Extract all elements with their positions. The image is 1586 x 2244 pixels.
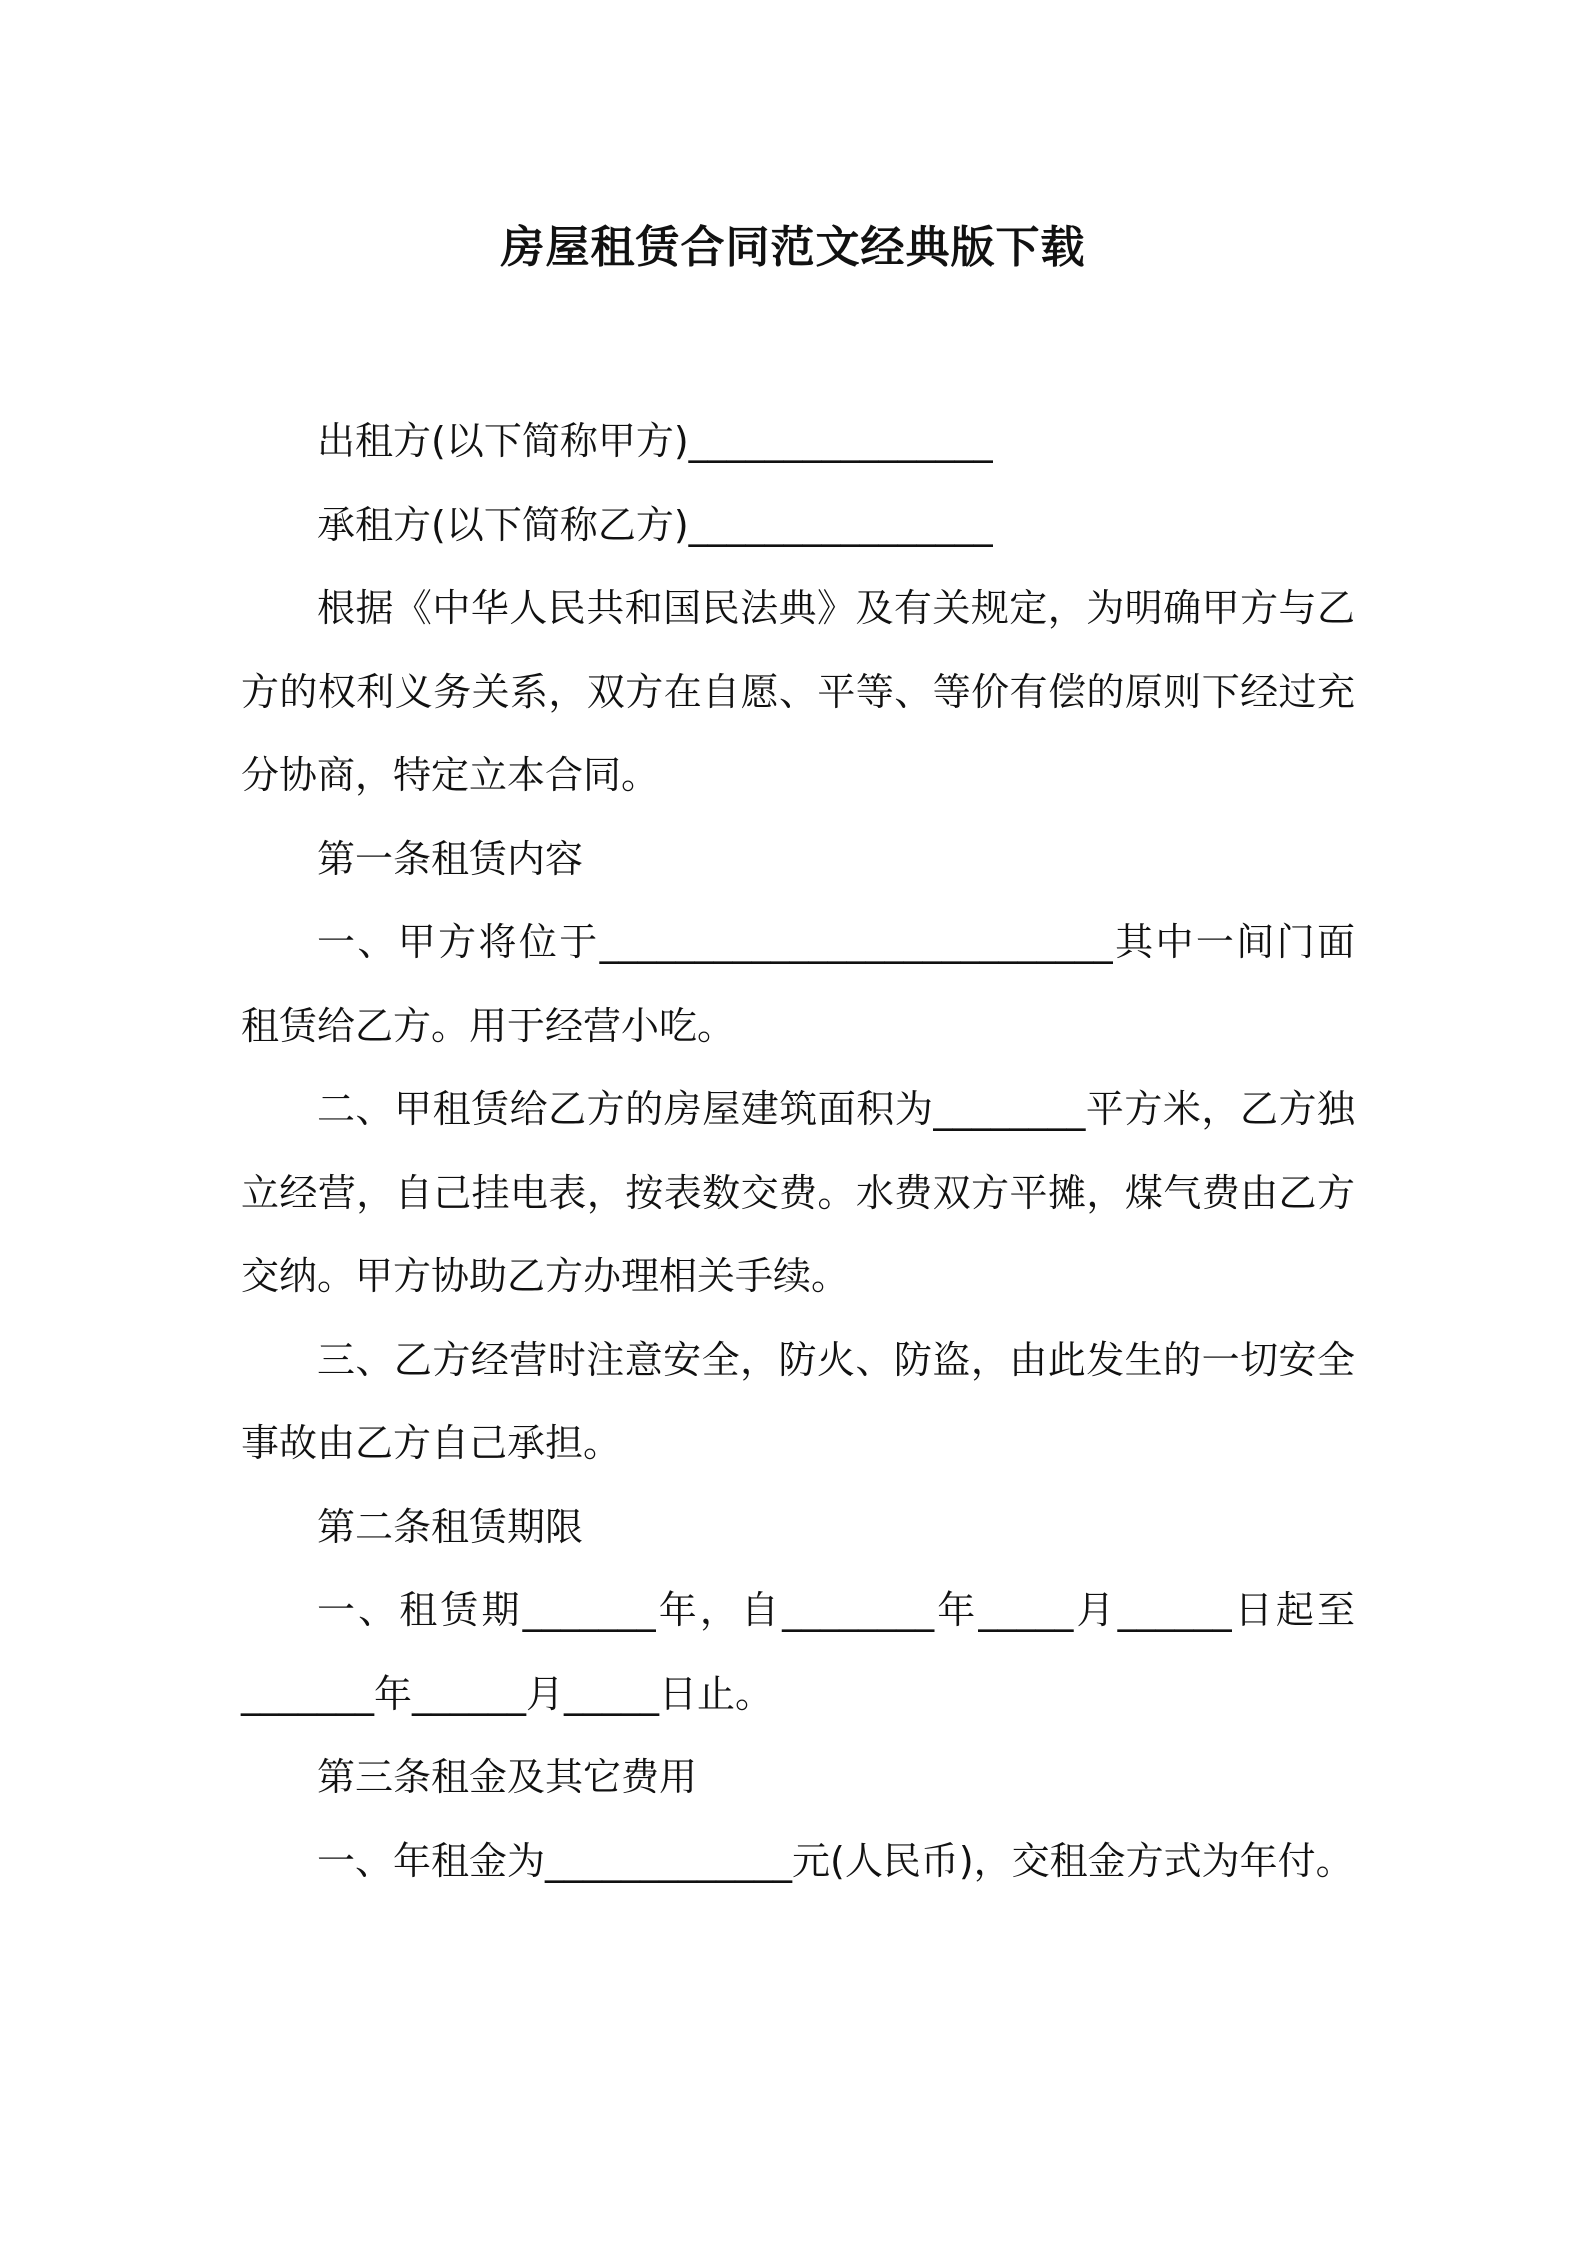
document-body xyxy=(241,400,1355,1903)
article-2-clause-1: 一、租赁期_______年，自________年_____月______日起至_______年______月_____日止。 xyxy=(241,1588,1355,1716)
lessor-line: 出租方(以下简称甲方)________________ xyxy=(317,419,993,463)
lessee-line: 承租方(以下简称乙方)________________ xyxy=(317,502,993,547)
article-3-clause-1: 一、年租金为_____________元(人民币)，交租金方式为年付。 xyxy=(317,1838,1354,1883)
article-3-heading: 第三条租金及其它费用 xyxy=(317,1755,698,1799)
preamble-paragraph: 根据《中华人民共和国民法典》及有关规定，为明确甲方与乙方的权利义务关系，双方在自愿、平等、等价有偿的原则下经过充分协商，特定立本合同。 xyxy=(241,586,1355,797)
article-2-heading: 第二条租赁期限 xyxy=(317,1504,584,1549)
article-1-heading: 第一条租赁内容 xyxy=(317,836,584,881)
article-1-clause-3: 三、乙方经营时注意安全，防火、防盗，由此发生的一切安全事故由乙方自己承担。 xyxy=(241,1337,1355,1465)
document-title: 房屋租赁合同范文经典版下载 xyxy=(500,222,1086,273)
article-1-clause-2: 二、甲租赁给乙方的房屋建筑面积为________平方米，乙方独立经营，自己挂电表，按表数交费。水费双方平摊，煤气费由乙方交纳。甲方协助乙方办理相关手续。 xyxy=(241,1087,1355,1298)
article-1-clause-1: 一、甲方将位于___________________________其中一间门面租赁给乙方。用于经营小吃。 xyxy=(241,920,1355,1048)
